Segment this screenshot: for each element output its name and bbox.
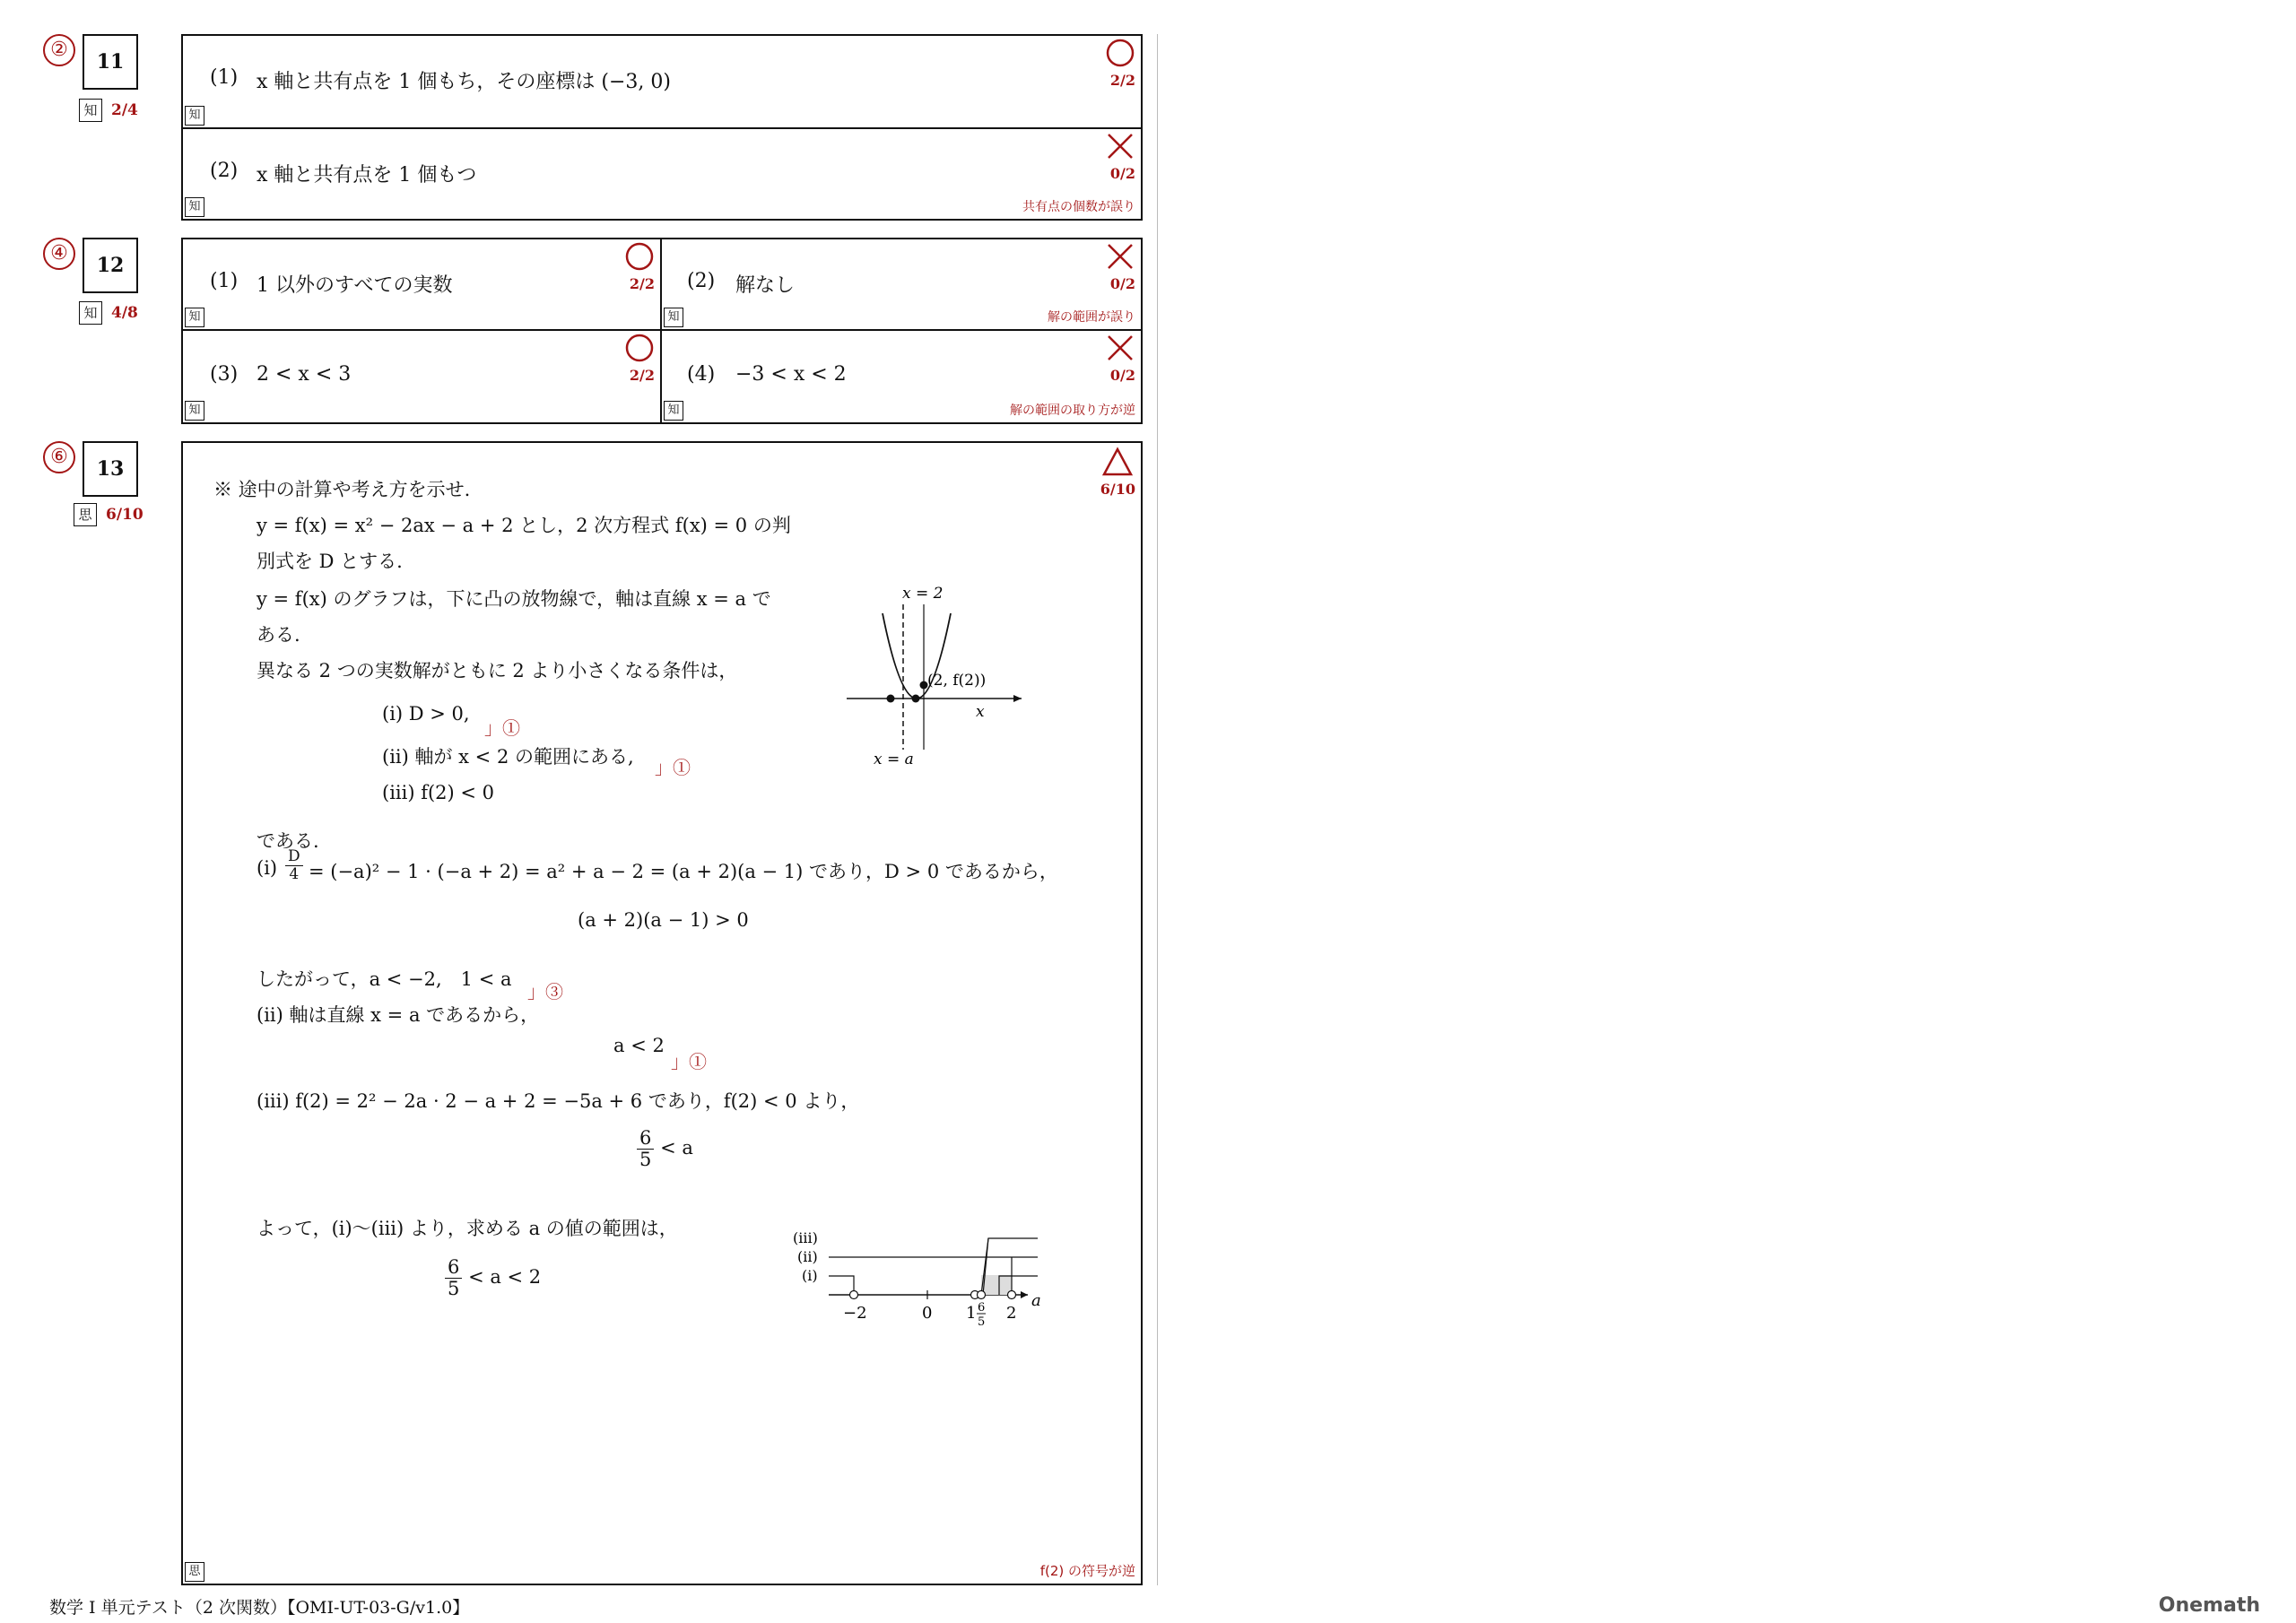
- tick-label-2: 2: [1006, 1304, 1017, 1323]
- frac-d-numerator: D: [285, 848, 303, 866]
- circle-mark-icon: [624, 333, 655, 363]
- q12-2-answer: 解なし: [735, 274, 796, 297]
- q11-1-tag: 知: [185, 106, 204, 126]
- q12-1-score: 2/2: [629, 275, 655, 292]
- q13-condition-iii: (iii) f(2) < 0: [382, 782, 495, 803]
- q13-line-9: (a + 2)(a − 1) > 0: [578, 909, 749, 931]
- q12-number-box: 12: [83, 238, 138, 293]
- q13-condition-i: (i) D > 0,: [382, 703, 470, 725]
- q13-circle-number: ⑥: [43, 441, 75, 473]
- circle-mark-icon: [624, 241, 655, 272]
- q13-check-2: 」①: [655, 757, 691, 778]
- q13-line-2: y = f(x) = x² − 2ax − a + 2 とし，2 次方程式 f(x) = 0 の判: [257, 515, 791, 536]
- tick-label-65-n: 6: [978, 1301, 986, 1315]
- q13-fraction-65-a: [637, 1128, 693, 1170]
- cross-mark-icon: [1105, 333, 1135, 363]
- q12-circle-number: ④: [43, 238, 75, 270]
- q11-category-score: 2/4: [111, 101, 138, 119]
- tick-label-1: 1: [966, 1304, 977, 1323]
- q13-tag: 思: [185, 1562, 204, 1582]
- q11-1-answer: x 軸と共有点を 1 個もち，その座標は (−3, 0): [257, 71, 671, 93]
- axis-label-a: a: [1031, 1291, 1041, 1310]
- circle-mark-icon: [1105, 38, 1135, 68]
- q13-line-7: である.: [257, 830, 319, 852]
- q13-line-12: a < 2: [613, 1035, 665, 1056]
- root-point-2: [912, 695, 920, 703]
- q12-cell-3: [183, 331, 662, 422]
- q13-number-box: 13: [83, 441, 138, 497]
- label-x-axis: x: [976, 703, 985, 721]
- q12-1-number: (1): [210, 270, 239, 292]
- q12-2-number: (2): [687, 270, 716, 292]
- range-i-left: [829, 1276, 854, 1295]
- q13-line-8: = (−a)² − 1 · (−a + 2) = a² + a − 2 = (a + 2)(a − 1) であり，D > 0 であるから，: [309, 861, 1058, 882]
- frac-d-denominator: 4: [289, 864, 300, 883]
- label-x-2: x = 2: [902, 585, 944, 603]
- q12-3-number: (3): [210, 363, 239, 386]
- q12-2-score: 0/2: [1109, 275, 1135, 292]
- q13-line-11: (ii) 軸は直線 x = a であるから，: [257, 1004, 540, 1026]
- x-axis-arrow: [1013, 695, 1022, 702]
- q11-category: 知: [79, 99, 102, 122]
- q13-line-3: 別式を D とする.: [257, 551, 403, 572]
- q13-fraction-d4: [285, 848, 303, 882]
- range-label-ii: (ii): [797, 1248, 818, 1265]
- q12-cell-4: [662, 331, 1141, 422]
- solution-region: [981, 1275, 1012, 1295]
- q12-4-tag: 知: [664, 401, 683, 421]
- q13-check-3: 」③: [527, 981, 563, 1002]
- tick-label-65-d: 5: [978, 1315, 986, 1329]
- q13-check-4: 」①: [671, 1051, 707, 1072]
- open-point-65: [978, 1291, 986, 1299]
- q11-number-box: 11: [83, 34, 138, 90]
- range-label-i: (i): [802, 1267, 818, 1284]
- q13-line-10: したがって，a < −2, 1 < a: [257, 968, 512, 990]
- q13-line-4: y = f(x) のグラフは，下に凸の放物線で，軸は直線 x = a で: [257, 588, 771, 610]
- q11-2-comment: 共有点の個数が誤り: [1022, 200, 1135, 214]
- parabola-graph: [847, 577, 1035, 766]
- tick-label-0: 0: [922, 1304, 933, 1323]
- final-frac-numerator: 6: [445, 1257, 462, 1279]
- q12-3-answer: 2 < x < 3: [257, 363, 352, 386]
- q13-check-1: 」①: [484, 717, 520, 739]
- q13-line-15: よって，(i)〜(iii) より，求める a の値の範囲は，: [257, 1218, 678, 1239]
- page-footer: 数学 I 単元テスト（2 次関数）【OMI-UT-03-G/v1.0】: [49, 1598, 470, 1618]
- q11-2-answer: x 軸と共有点を 1 個もつ: [257, 164, 477, 187]
- page-divider: [1157, 34, 1158, 1585]
- q12-3-score: 2/2: [629, 367, 655, 384]
- onemath-logo: Onemath: [2158, 1594, 2260, 1617]
- q12-2-comment: 解の範囲が誤り: [1048, 310, 1135, 325]
- q11-row-2: [183, 129, 1141, 219]
- tick-label-minus2: −2: [843, 1304, 867, 1323]
- final-inequality: < a < 2: [468, 1266, 542, 1289]
- q12-category: 知: [79, 301, 102, 325]
- triangle-mark-icon: [1101, 447, 1134, 477]
- q13-instruction: ※ 途中の計算や考え方を示せ.: [213, 479, 471, 500]
- q12-cell-1: [183, 239, 662, 331]
- label-point: (2, f(2)): [927, 672, 987, 690]
- q11-row-1: [183, 36, 1141, 129]
- q12-4-comment: 解の範囲の取り方が逆: [1010, 404, 1135, 418]
- q12-2-tag: 知: [664, 308, 683, 327]
- range-label-iii: (iii): [793, 1229, 818, 1246]
- q13-panel: [181, 441, 1143, 1585]
- cross-mark-icon: [1105, 131, 1135, 161]
- cross-mark-icon: [1105, 241, 1135, 272]
- q11-1-number: (1): [210, 66, 239, 89]
- label-x-a: x = a: [874, 751, 914, 766]
- q11-2-number: (2): [210, 160, 239, 182]
- q12-1-tag: 知: [185, 308, 204, 327]
- q13-condition-ii: (ii) 軸が x < 2 の範囲にある,: [382, 746, 634, 768]
- q11-circle-number: ②: [43, 34, 75, 66]
- q12-4-answer: −3 < x < 2: [735, 363, 847, 386]
- q11-2-score: 0/2: [1109, 165, 1135, 182]
- open-point-minus2: [850, 1291, 858, 1299]
- q13-comment: f(2) の符号が逆: [1039, 1563, 1135, 1579]
- q12-1-answer: 1 以外のすべての実数: [257, 274, 453, 297]
- root-point-1: [887, 695, 895, 703]
- q12-3-tag: 知: [185, 401, 204, 421]
- q13-line-5: ある.: [257, 624, 300, 646]
- q11-2-tag: 知: [185, 197, 204, 217]
- q11-1-score: 2/2: [1109, 72, 1135, 89]
- q13-category-score: 6/10: [106, 506, 144, 524]
- q13-final-answer: [445, 1257, 541, 1299]
- q13-category: 思: [74, 503, 97, 526]
- number-line-arrow: [1021, 1291, 1028, 1298]
- q11-panel: [181, 34, 1143, 221]
- q13-score: 6/10: [1100, 481, 1135, 498]
- q12-cell-2: [662, 239, 1141, 331]
- q12-4-number: (4): [687, 363, 716, 386]
- frac-65-inequality: < a: [660, 1137, 693, 1159]
- final-frac-denominator: 5: [448, 1278, 460, 1300]
- q12-category-score: 4/8: [111, 304, 138, 322]
- q13-line-6: 異なる 2 つの実数解がともに 2 より小さくなる条件は，: [257, 660, 738, 681]
- q13-line-8-label: (i): [257, 857, 278, 879]
- q12-panel: [181, 238, 1143, 424]
- frac-65-denominator: 5: [639, 1149, 652, 1171]
- frac-65-numerator: 6: [637, 1128, 654, 1150]
- open-point-2: [1008, 1291, 1016, 1299]
- q12-4-score: 0/2: [1109, 367, 1135, 384]
- number-line-graph: [793, 1225, 1062, 1332]
- q13-line-13: (iii) f(2) = 2² − 2a · 2 − a + 2 = −5a + 6 であり，f(2) < 0 より，: [257, 1090, 860, 1112]
